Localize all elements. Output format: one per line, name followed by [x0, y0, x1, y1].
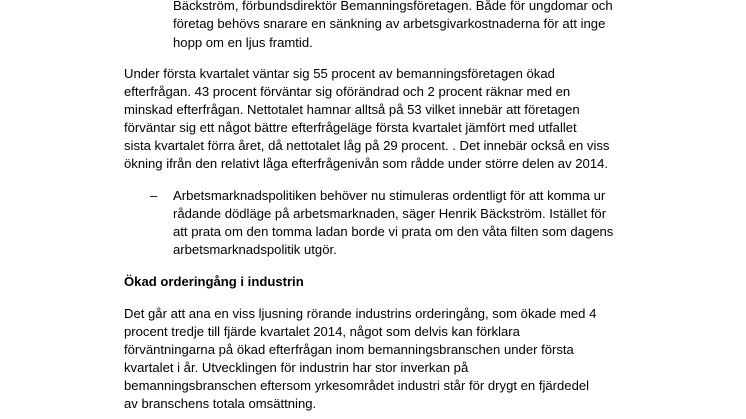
paragraph-line: kvartalet i år. Utvecklingen för industrin har stor inverkan på	[124, 360, 469, 375]
quote-line: arbetsmarknadspolitik utgör.	[173, 242, 337, 257]
quote-top-line: Bäckström, förbundsdirektör Bemanningsföretagen. Både för ungdomar och	[173, 0, 613, 13]
paragraph-line: Under första kvartalet väntar sig 55 procent av bemanningsföretagen ökad	[124, 66, 555, 81]
section-heading: Ökad orderingång i industrin	[124, 274, 304, 289]
quote-dash: –	[150, 188, 158, 203]
quote-line: Arbetsmarknadspolitiken behöver nu stimuleras ordentligt för att komma ur	[173, 188, 606, 203]
paragraph-line: förväntningarna på ökad efterfrågan inom bemanningsbranschen under första	[124, 342, 574, 357]
paragraph-line: sista kvartalet förra året, då nettotalet låg på 29 procent. . Det innebär också en viss	[124, 138, 610, 153]
quote-line: att prata om den tomma ladan borde vi prata om den våta filten som dagens	[173, 224, 614, 239]
paragraph-line: ökning ifrån den relativt låga efterfrågenivån som rådde under större delen av 2014.	[124, 156, 609, 171]
quote-top-line: hopp om en ljus framtid.	[173, 35, 313, 50]
paragraph-line: bemanningsbranschen eftersom yrkesområdet industri står för drygt en fjärdedel	[124, 378, 590, 393]
paragraph-line: procent tredje till fjärde kvartalet 2014, något som delvis kan förklara	[124, 324, 520, 339]
paragraph-line: Det går att ana en viss ljusning rörande industrins orderingång, som ökade med 4	[124, 306, 597, 321]
paragraph-line: förväntar sig ett något bättre efterfrågeläge första kvartalet jämfört med utfallet	[124, 120, 577, 135]
paragraph-line: av branschens totala omsättning.	[124, 396, 317, 411]
paragraph-line: minskad efterfrågan. Nettotalet hamnar alltså på 53 vilket innebär att företagen	[124, 102, 580, 117]
quote-top-line: företag behövs snarare en sänkning av arbetsgivarkostnaderna för att inge	[173, 16, 606, 31]
paragraph-line: efterfrågan. 43 procent förväntar sig oförändrad och 2 procent räknar med en	[124, 84, 571, 99]
quote-line: rådande dödläge på arbetsmarknaden, säger Henrik Bäckström. Istället för	[173, 206, 607, 221]
